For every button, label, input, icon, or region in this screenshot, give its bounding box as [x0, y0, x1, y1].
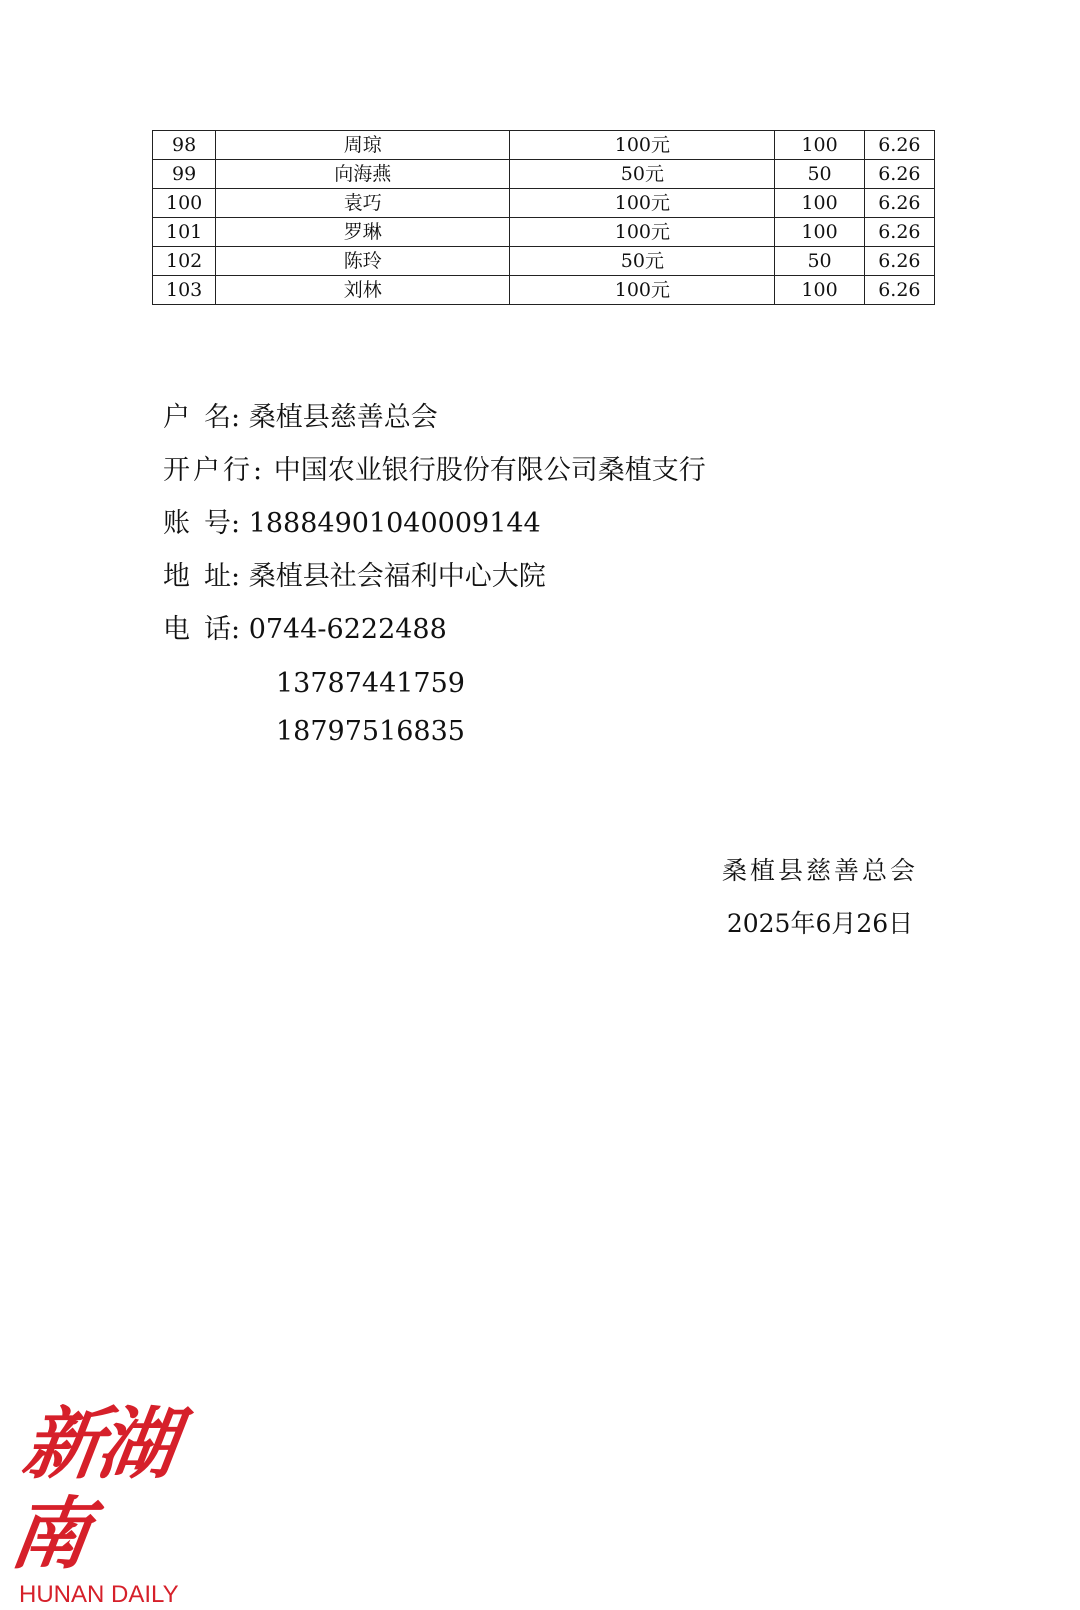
account-name-value: 桑植县慈善总会: [248, 402, 438, 433]
phone-label: [163, 607, 240, 653]
cell-no: 99: [153, 160, 216, 189]
label-colon: :: [231, 402, 241, 433]
cell-amount: 100元: [510, 189, 775, 218]
cell-name: 袁巧: [216, 189, 510, 218]
cell-value: 100: [775, 276, 864, 305]
cell-value: 50: [775, 247, 864, 276]
label-char: 账: [163, 508, 190, 539]
account-no-label: [163, 501, 240, 547]
label-colon: :: [231, 614, 241, 645]
signature-block: [700, 848, 940, 948]
table-row: [153, 189, 935, 218]
account-info: [163, 395, 706, 756]
cell-value: 50: [775, 160, 864, 189]
cell-amount: 100元: [510, 218, 775, 247]
table-row: [153, 276, 935, 305]
cell-value: 100: [775, 131, 864, 160]
cell-name: 罗琳: [216, 218, 510, 247]
label-char: 号: [204, 508, 231, 539]
phone-extra-1: 13787441759: [276, 668, 465, 699]
label-char: 话: [204, 614, 231, 645]
account-no-row: [163, 501, 706, 554]
label-char: 地: [163, 561, 190, 592]
cell-no: 98: [153, 131, 216, 160]
logo-chinese-text: 新湖南: [5, 1399, 179, 1580]
hunan-daily-logo: [5, 1400, 225, 1610]
account-name-row: [163, 395, 706, 448]
phone-extra-2: 18797516835: [276, 716, 465, 747]
cell-name: 刘林: [216, 276, 510, 305]
cell-date: 6.26: [864, 218, 934, 247]
label-char: 名: [204, 402, 231, 433]
table-row: [153, 131, 935, 160]
bank-row: [163, 448, 706, 501]
signature-date: 2025年6月26日: [726, 909, 914, 938]
signature-org: 桑植县慈善总会: [721, 856, 918, 885]
address-value: 桑植县社会福利中心大院: [248, 561, 546, 592]
label-colon: :: [231, 508, 241, 539]
account-name-label: [163, 395, 240, 441]
cell-date: 6.26: [864, 131, 934, 160]
table-row: [153, 218, 935, 247]
cell-amount: 50元: [510, 247, 775, 276]
bank-value: 中国农业银行股份有限公司桑植支行: [273, 455, 706, 486]
cell-name: 周琼: [216, 131, 510, 160]
cell-date: 6.26: [864, 247, 934, 276]
phone-row: [163, 607, 706, 660]
cell-name: 向海燕: [216, 160, 510, 189]
cell-amount: 50元: [510, 160, 775, 189]
logo-english-text: HUNAN DAILY: [19, 1581, 179, 1608]
bank-label: 开户行:: [163, 455, 266, 486]
table-row: [153, 160, 935, 189]
address-label: [163, 554, 240, 600]
phone-value: 0744-6222488: [248, 614, 447, 645]
cell-value: 100: [775, 218, 864, 247]
table-row: [153, 247, 935, 276]
cell-no: 101: [153, 218, 216, 247]
cell-no: 100: [153, 189, 216, 218]
cell-date: 6.26: [864, 189, 934, 218]
label-char: 电: [163, 614, 190, 645]
label-colon: :: [231, 561, 241, 592]
cell-amount: 100元: [510, 276, 775, 305]
address-row: [163, 554, 706, 607]
donation-table: [152, 130, 935, 305]
cell-amount: 100元: [510, 131, 775, 160]
cell-no: 103: [153, 276, 216, 305]
account-no-value: 18884901040009144: [248, 508, 541, 539]
cell-date: 6.26: [864, 160, 934, 189]
cell-value: 100: [775, 189, 864, 218]
cell-no: 102: [153, 247, 216, 276]
label-char: 户: [163, 402, 190, 433]
cell-name: 陈玲: [216, 247, 510, 276]
cell-date: 6.26: [864, 276, 934, 305]
label-char: 址: [204, 561, 231, 592]
